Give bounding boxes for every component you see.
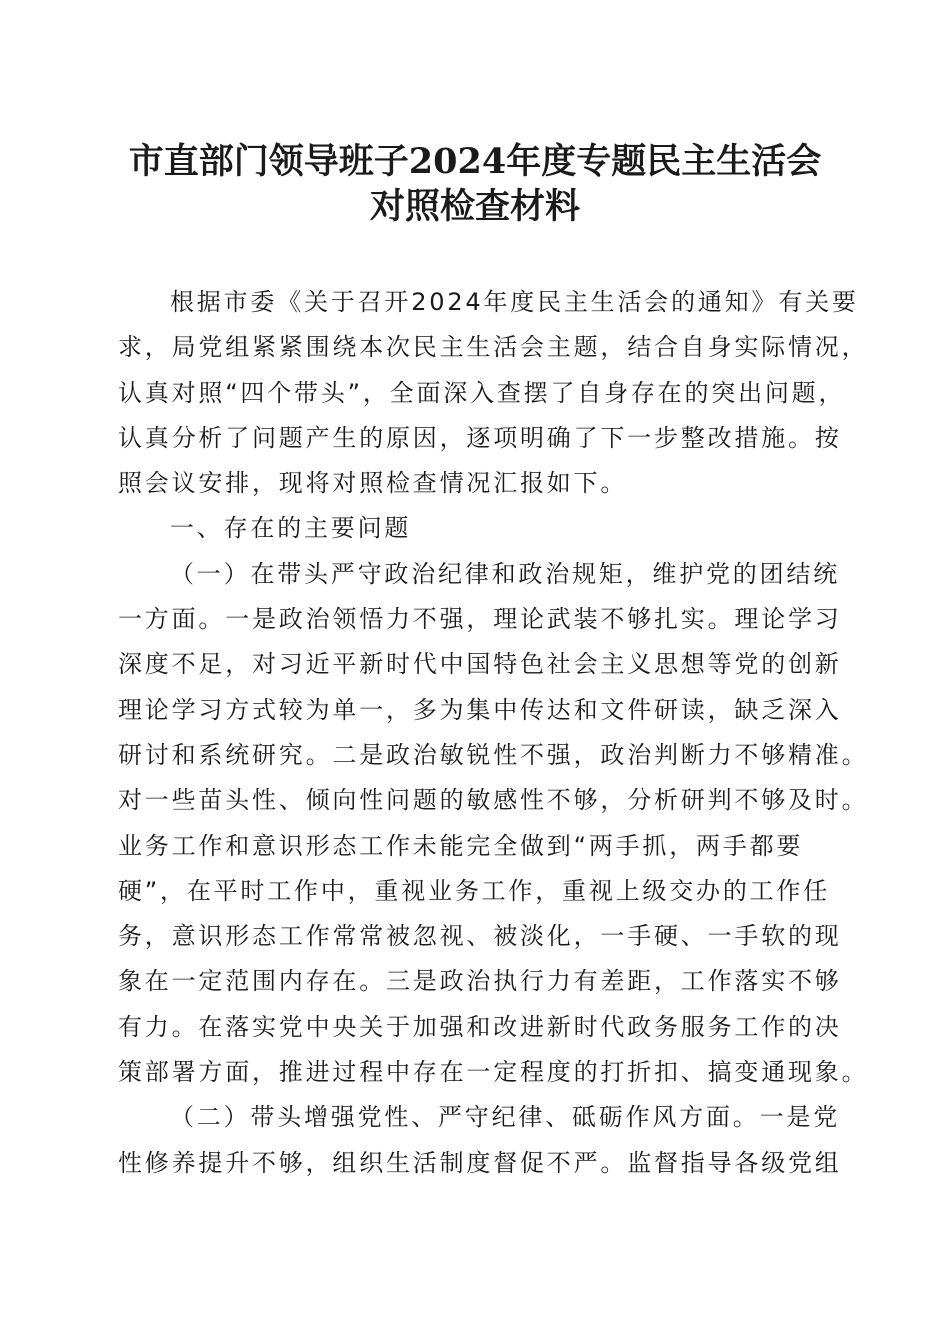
paragraph-line: 策部署方面，推进过程中存在一定程度的打折扣、搞变通现象。 (118, 1058, 869, 1087)
paragraph-line: 求，局党组紧紧围绕本次民主生活会主题，结合自身实际情况， (118, 333, 869, 362)
paragraph-line: 务，意识形态工作常常被忽视、被淡化，一手硬、一手软的现 (118, 922, 842, 951)
paragraph-line: 根据市委《关于召开2024年度民主生活会的通知》有关要 (170, 288, 859, 316)
section-heading: 一、存在的主要问题 (170, 514, 412, 543)
paragraph-line: 业务工作和意识形态工作未能完全做到“两手抓，两手都要 (118, 831, 804, 860)
paragraph-line (118, 597, 840, 642)
paragraph-line: 照会议安排，现将对照检查情况汇报如下。 (118, 469, 628, 498)
document-body (118, 280, 869, 1186)
subsection-heading-tail: 一方面。 (118, 605, 226, 634)
document-title-line-2: 对照检查材料 (369, 186, 580, 227)
document-title-line-1: 市直部门领导班子2024年度专题民主生活会 (128, 141, 822, 182)
paragraph-line (118, 1095, 840, 1140)
paragraph-line: 认真分析了问题产生的原因，逐项明确了下一步整改措施。按 (118, 423, 842, 452)
paragraph-text: 一是政治领悟力不强，理论武装不够扎实。理论学习 (225, 605, 842, 634)
paragraph-line: 认真对照“四个带头”，全面深入查摆了自身存在的突出问题， (118, 378, 846, 407)
paragraph-line: 对一些苗头性、倾向性问题的敏感性不够，分析研判不够及时。 (118, 786, 869, 815)
paragraph-text: 一是党 (759, 1103, 841, 1132)
paragraph-line: 有力。在落实党中央关于加强和改进新时代政务服务工作的决 (118, 1012, 842, 1041)
paragraph-line: 象在一定范围内存在。三是政治执行力有差距，工作落实不够 (118, 967, 842, 996)
subsection-heading: （二）带头增强党性、严守纪律、砥砺作风方面。 (170, 1103, 760, 1132)
paragraph-line: 硬”，在平时工作中，重视业务工作，重视上级交办的工作任 (118, 876, 831, 905)
paragraph-line: 深度不足，对习近平新时代中国特色社会主义思想等党的创新 (118, 650, 842, 679)
paragraph-line: （一）在带头严守政治纪律和政治规矩，维护党的团结统 (170, 559, 840, 588)
paragraph-line: 研讨和系统研究。二是政治敏锐性不强，政治判断力不够精准。 (118, 740, 869, 769)
paragraph-line: 性修养提升不够，组织生活制度督促不严。监督指导各级党组 (118, 1148, 842, 1177)
paragraph-line: 理论学习方式较为单一，多为集中传达和文件研读，缺乏深入 (118, 695, 842, 724)
